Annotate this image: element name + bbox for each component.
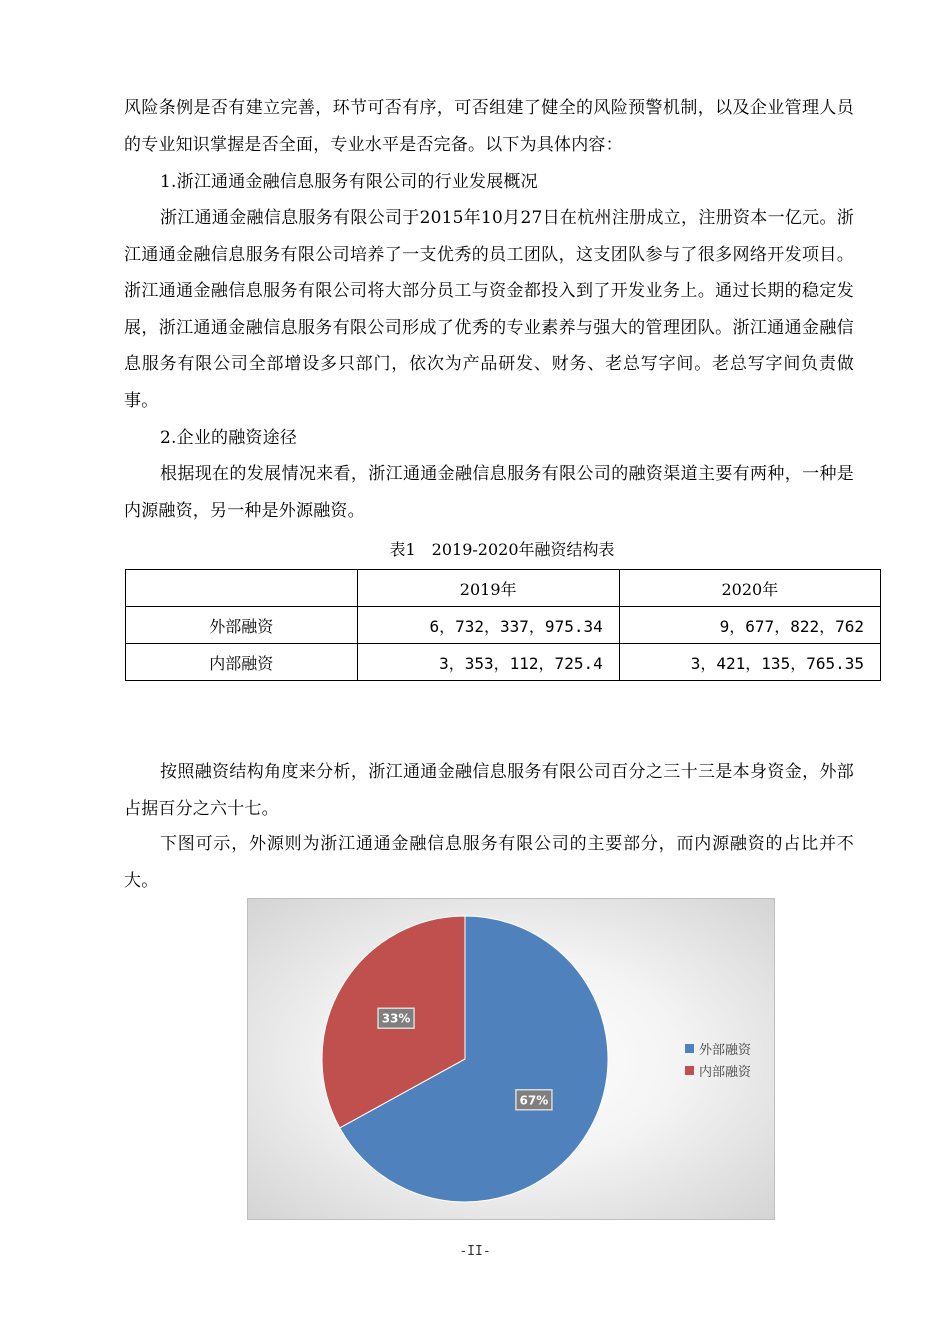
value-2020: 9，677，822，762 bbox=[619, 607, 880, 644]
paragraph-structure-analysis: 按照融资结构角度来分析，浙江通通金融信息服务有限公司百分之三十三是本身资金，外部占据百分之六十七。 bbox=[124, 762, 854, 819]
paragraph-risk-intro: 风险条例是否有建立完善，环节可否有序，可否组建了健全的风险预警机制，以及企业管理人员的专业知识掌握是否全面，专业水平是否完备。以下为具体内容： bbox=[124, 98, 854, 155]
row-label: 外部融资 bbox=[126, 607, 358, 644]
value-2019: 3，353，112，725.4 bbox=[357, 644, 619, 681]
data-label-internal bbox=[378, 1008, 414, 1028]
page-number: -II- bbox=[459, 1244, 491, 1259]
row-label: 内部融资 bbox=[126, 644, 358, 681]
table-row bbox=[126, 607, 881, 644]
chart-legend bbox=[685, 1037, 751, 1081]
legend-item-internal bbox=[685, 1059, 751, 1081]
table-row bbox=[126, 644, 881, 681]
table-caption: 表1 2019-2020年融资结构表 bbox=[389, 540, 615, 559]
legend-swatch-external bbox=[685, 1044, 694, 1053]
section-heading-2: 2.企业的融资途径 bbox=[160, 428, 298, 448]
paragraph-chart-intro: 下图可示，外源则为浙江通通金融信息服务有限公司的主要部分，而内源融资的占比并不大。 bbox=[124, 834, 854, 891]
legend-item-external bbox=[685, 1037, 751, 1059]
legend-swatch-internal bbox=[685, 1066, 694, 1075]
table-header-cell: 2019年 bbox=[357, 570, 619, 607]
table-header-cell: 2020年 bbox=[619, 570, 880, 607]
table-header-cell bbox=[126, 570, 358, 607]
financing-pie-chart bbox=[247, 898, 775, 1220]
value-2019: 6，732，337，975.34 bbox=[357, 607, 619, 644]
legend-label-internal: 内部融资 bbox=[699, 1064, 752, 1080]
svg-text:67%: 67% bbox=[519, 1093, 549, 1108]
section-heading-1: 1.浙江通通金融信息服务有限公司的行业发展概况 bbox=[160, 172, 538, 192]
paragraph-company-overview: 浙江通通金融信息服务有限公司于2015年10月27日在杭州注册成立，注册资本一亿元。浙江通通金融信息服务有限公司培养了一支优秀的员工团队，这支团队参与了很多网络开发项目。浙江通通金融信息服务有限公司将大部分员工与资金都投入到了开发业务上。通过长期的稳定发展，浙江通通金融信息服务有限公司形成了优秀的专业素养与强大的管理团队。浙江通通金融信息服务有限公司全部增设多只部门，依次为产品研发、财务、老总写字间。老总写字间负责做事。 bbox=[124, 208, 854, 411]
data-label-external bbox=[516, 1090, 552, 1110]
financing-structure-table bbox=[125, 569, 881, 681]
svg-text:33%: 33% bbox=[381, 1011, 411, 1026]
value-2020: 3，421，135，765.35 bbox=[619, 644, 880, 681]
paragraph-financing-channels: 根据现在的发展情况来看，浙江通通金融信息服务有限公司的融资渠道主要有两种，一种是内源融资，另一种是外源融资。 bbox=[124, 464, 854, 521]
table-header-row bbox=[126, 570, 881, 607]
legend-label-external: 外部融资 bbox=[699, 1042, 752, 1058]
